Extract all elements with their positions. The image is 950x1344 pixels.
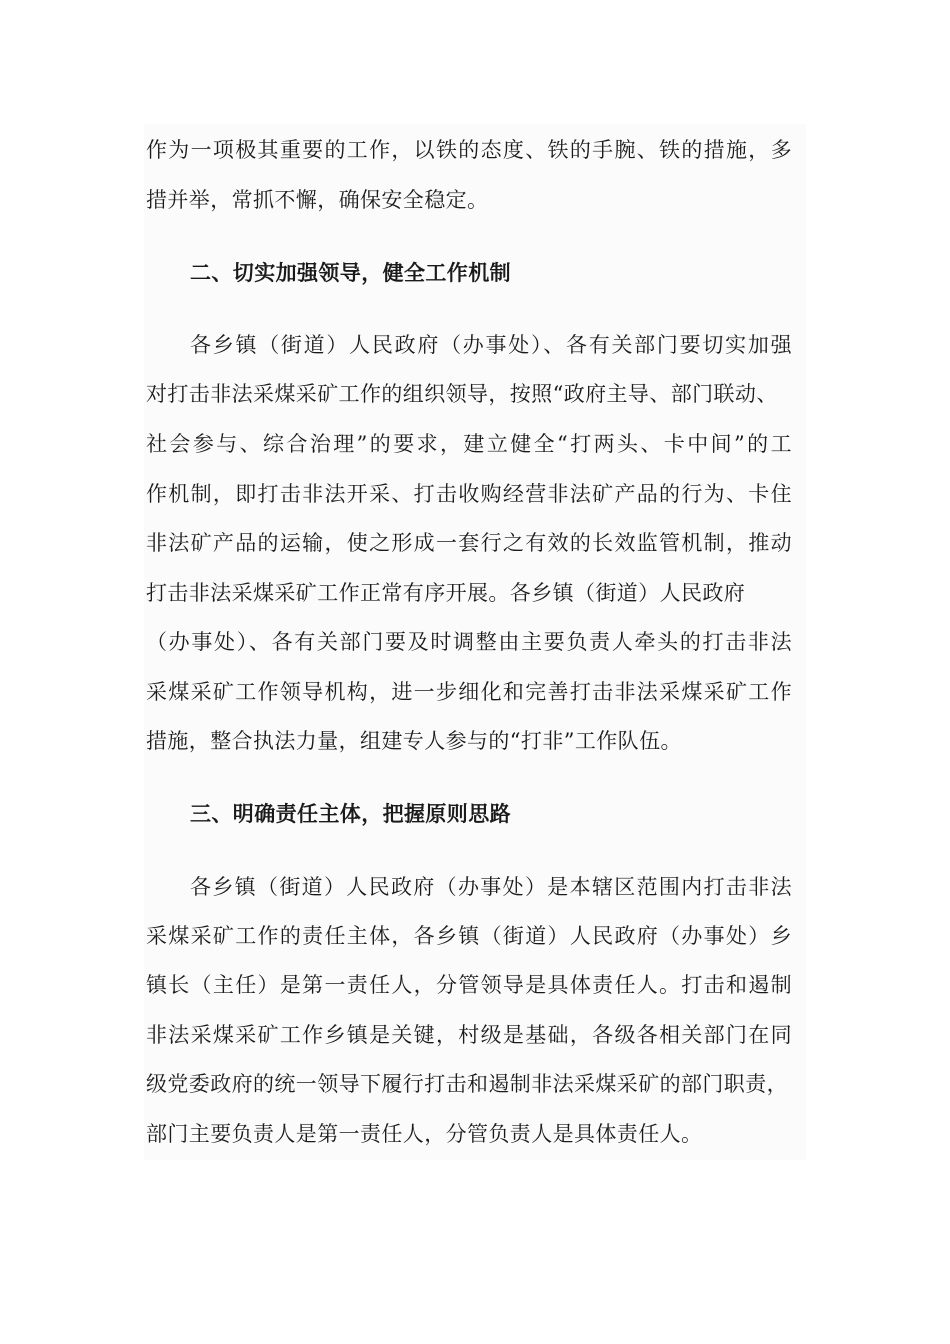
paragraph-line: （办事处）、各有关部门要及时调整由主要负责人牵头的打击非法 bbox=[146, 630, 792, 654]
paragraph-line: 作为一项极其重要的工作，以铁的态度、铁的手腕、铁的措施，多 bbox=[146, 138, 792, 162]
paragraph-line: 各乡镇（街道）人民政府（办事处）是本辖区范围内打击非法 bbox=[190, 875, 792, 899]
paragraph-line: 非法矿产品的运输，使之形成一套行之有效的长效监管机制，推动 bbox=[146, 531, 792, 555]
paragraph-line: 对打击非法采煤采矿工作的组织领导，按照“政府主导、部门联动、 bbox=[146, 382, 778, 406]
paragraph-line: 措并举，常抓不懈，确保安全稳定。 bbox=[146, 188, 489, 212]
paragraph-line: 部门主要负责人是第一责任人，分管负责人是具体责任人。 bbox=[146, 1122, 703, 1146]
section-heading: 三、明确责任主体，把握原则思路 bbox=[190, 801, 511, 826]
paragraph-line: 措施，整合执法力量，组建专人参与的“打非”工作队伍。 bbox=[146, 729, 682, 753]
paragraph-line: 镇长（主任）是第一责任人，分管领导是具体责任人。打击和遏制 bbox=[146, 973, 792, 997]
paragraph-line: 采煤采矿工作领导机构，进一步细化和完善打击非法采煤采矿工作 bbox=[146, 680, 792, 704]
paragraph-line: 级党委政府的统一领导下履行打击和遏制非法采煤采矿的部门职责， bbox=[146, 1072, 788, 1096]
paragraph-line: 非法采煤采矿工作乡镇是关键，村级是基础，各级各相关部门在同 bbox=[146, 1023, 792, 1047]
paragraph-line: 社会参与、综合治理”的要求，建立健全“打两头、卡中间”的工 bbox=[146, 432, 792, 456]
paragraph-line: 各乡镇（街道）人民政府（办事处）、各有关部门要切实加强 bbox=[190, 333, 792, 357]
document-body bbox=[144, 124, 806, 1160]
paragraph-line: 打击非法采煤采矿工作正常有序开展。各乡镇（街道）人民政府 bbox=[146, 581, 746, 605]
section-heading: 二、切实加强领导，健全工作机制 bbox=[190, 260, 511, 285]
paragraph-line: 作机制，即打击非法开采、打击收购经营非法矿产品的行为、卡住 bbox=[146, 482, 792, 506]
paragraph-line: 采煤采矿工作的责任主体，各乡镇（街道）人民政府（办事处）乡 bbox=[146, 924, 792, 948]
